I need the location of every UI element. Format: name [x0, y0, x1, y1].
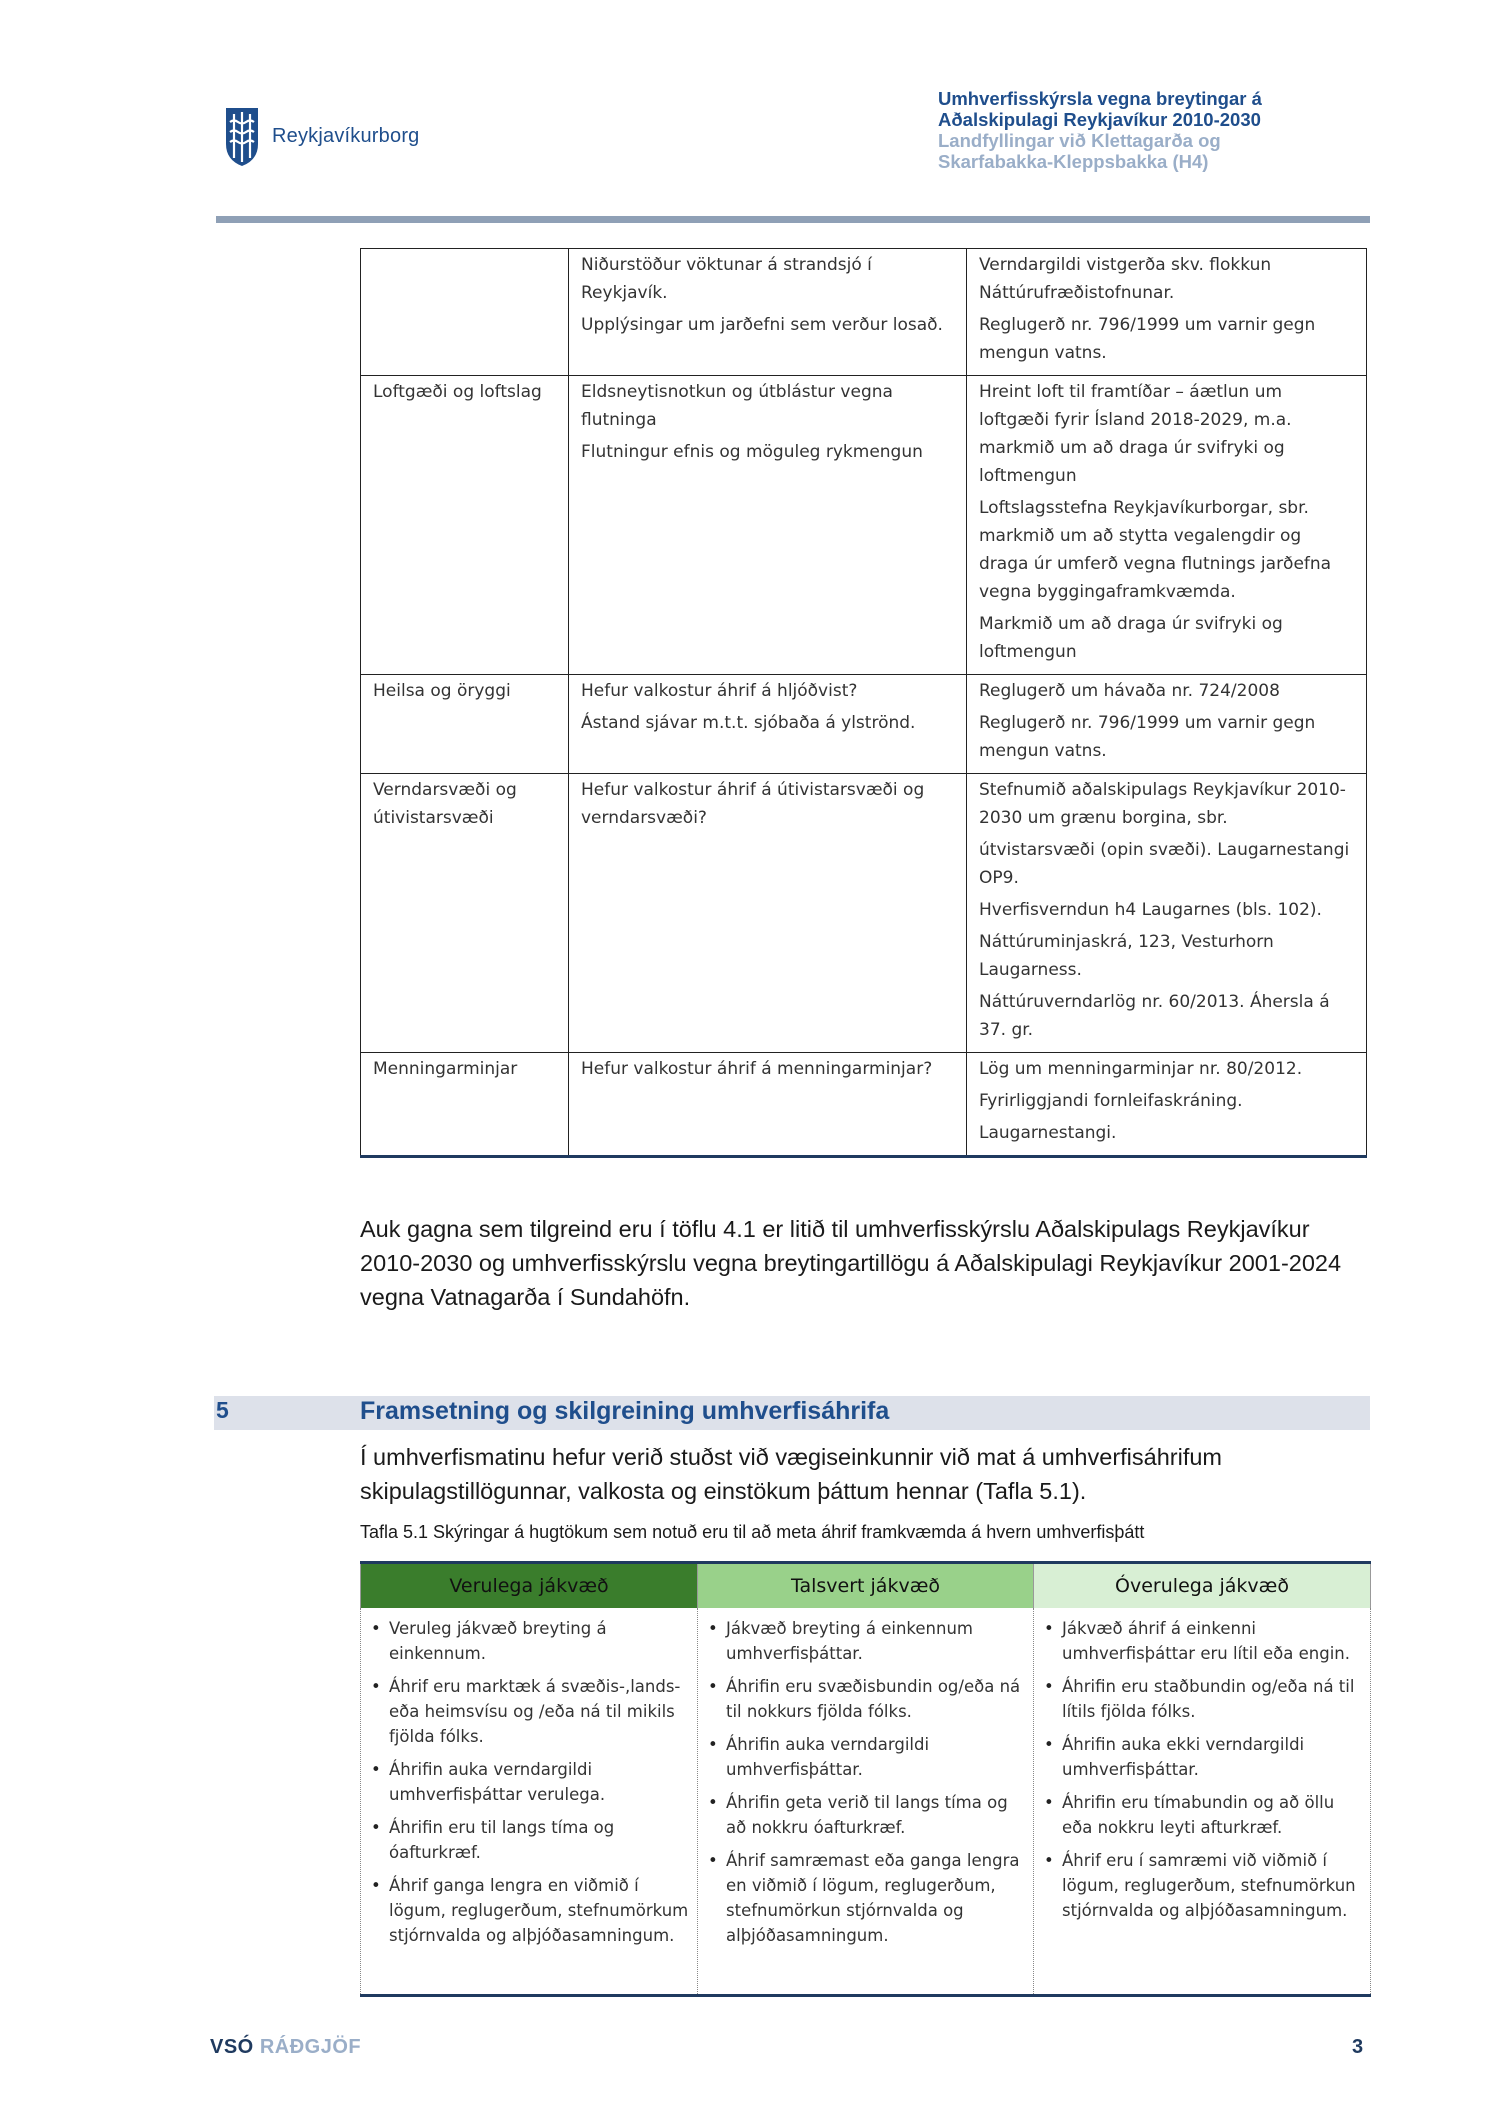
impact-definitions-table: [360, 1561, 1371, 1997]
criteria-text: Reglugerð nr. 796/1999 um varnir gegn mengun vatns.: [979, 713, 1316, 761]
factor-cell: [361, 249, 569, 376]
list-item: • Áhrifin auka ekki verndargildi umhverfisþáttar.: [1044, 1732, 1362, 1782]
questions-cell: [569, 774, 967, 1053]
body-paragraph: Auk gagna sem tilgreind eru í töflu 4.1 er litið til umhverfisskýrslu Aðalskipulags Reykjavíkur 2010-2030 og umhverfisskýrslu vegna breytingartillögu á Aðalskipulagi Reykjavíkur 2001-2024 vegna Vatnagarða í Sundahöfn.: [360, 1216, 1342, 1310]
list-item: • Áhrif samræmast eða ganga lengra en viðmið í lögum, reglugerðum, stefnumörkun stjórnvalda og alþjóðasamningum.: [708, 1848, 1025, 1948]
list-item: • Áhrifin auka verndargildi umhverfisþáttar.: [708, 1732, 1025, 1782]
questions-cell: [569, 675, 967, 774]
table-row: [361, 249, 1367, 376]
column-heading-very-positive: Verulega jákvæð: [361, 1563, 698, 1609]
criteria-cell: [967, 376, 1367, 675]
column-heading-slightly-positive: Óverulega jákvæð: [1034, 1563, 1371, 1609]
criteria-cell: [967, 675, 1367, 774]
list-item: • Jákvæð áhrif á einkenni umhverfisþáttar eru lítil eða engin.: [1044, 1616, 1362, 1666]
section-number: 5: [216, 1397, 229, 1423]
criteria-text: Náttúruverndarlög nr. 60/2013. Áhersla á 37. gr.: [979, 992, 1330, 1040]
table-row: [361, 675, 1367, 774]
questions-cell: [569, 249, 967, 376]
questions-cell: [569, 376, 967, 675]
criteria-text: útvistarsvæði (opin svæði). Laugarnestangi OP9.: [979, 840, 1350, 888]
list-item: • Áhrifin geta verið til langs tíma og að nokkru óafturkræf.: [708, 1790, 1025, 1840]
factor-cell: Heilsa og öryggi: [361, 675, 569, 774]
criteria-text: Verndargildi vistgerða skv. flokkun Náttúrufræðistofnunar.: [979, 255, 1272, 303]
table-row: [361, 1053, 1367, 1157]
section-paragraph: Í umhverfismatinu hefur verið stuðst við vægiseinkunnir við mat á umhverfisáhrifum skipulagstillögunnar, valkosta og einstökum þáttum hennar (Tafla 5.1).: [360, 1444, 1223, 1504]
criteria-text: Náttúruminjaskrá, 123, Vesturhorn Laugarness.: [979, 932, 1274, 980]
header-subtitle-line2: Skarfabakka-Kleppsbakka (H4): [938, 151, 1209, 172]
page-number: 3: [1352, 2036, 1364, 2058]
footer-brand-vso: VSÓ: [210, 2036, 254, 2058]
header-subtitle-line1: Landfyllingar við Klettagarða og: [938, 130, 1221, 151]
criteria-text: Hverfisverndun h4 Laugarnes (bls. 102).: [979, 900, 1322, 920]
document-header: [938, 88, 1338, 172]
list-item: • Veruleg jákvæð breyting á einkennum.: [371, 1616, 689, 1666]
question-text: Niðurstöður vöktunar á strandsjó í Reykjavík.: [581, 255, 872, 303]
criteria-cell: [967, 249, 1367, 376]
table-row: [361, 1608, 1371, 1996]
question-text: Eldsneytisnotkun og útblástur vegna flutninga: [581, 382, 893, 430]
environmental-criteria-table: [360, 248, 1367, 1158]
criteria-text: Reglugerð nr. 796/1999 um varnir gegn mengun vatns.: [979, 315, 1316, 363]
list-item: • Áhrif eru marktæk á svæðis-,lands- eða heimsvísu og /eða ná til mikils fjölda fólks.: [371, 1674, 689, 1749]
table-row: [361, 774, 1367, 1053]
criteria-text: Lög um menningarminjar nr. 80/2012.: [979, 1059, 1303, 1079]
list-item: • Áhrifin auka verndargildi umhverfisþáttar verulega.: [371, 1757, 689, 1807]
definition-cell: [698, 1608, 1034, 1996]
header-title-line2: Aðalskipulagi Reykjavíkur 2010-2030: [938, 109, 1261, 130]
header-divider: [216, 216, 1370, 223]
list-item: • Áhrifin eru tímabundin og að öllu eða nokkru leyti afturkræf.: [1044, 1790, 1362, 1840]
question-text: Ástand sjávar m.t.t. sjóbaða á ylströnd.: [581, 713, 916, 733]
list-item: • Áhrifin eru til langs tíma og óafturkræf.: [371, 1815, 689, 1865]
list-item: • Áhrif eru í samræmi við viðmið í lögum, reglugerðum, stefnumörkun stjórnvalda og alþjóðasamningum.: [1044, 1848, 1362, 1923]
criteria-text: Markmið um að draga úr svifryki og loftmengun: [979, 614, 1283, 662]
criteria-cell: [967, 1053, 1367, 1157]
criteria-text: Laugarnestangi.: [979, 1123, 1117, 1143]
question-text: Upplýsingar um jarðefni sem verður losað.: [581, 315, 943, 335]
header-title-line1: Umhverfisskýrsla vegna breytingar á: [938, 88, 1262, 109]
question-text: Hefur valkostur áhrif á menningarminjar?: [581, 1059, 933, 1079]
criteria-text: Stefnumið aðalskipulags Reykjavíkur 2010-2030 um grænu borgina, sbr.: [979, 780, 1346, 828]
factor-cell: Verndarsvæði og útivistarsvæði: [361, 774, 569, 1053]
factor-cell: Loftgæði og loftslag: [361, 376, 569, 675]
footer-brand: [210, 2036, 361, 2059]
question-text: Hefur valkostur áhrif á hljóðvist?: [581, 681, 858, 701]
criteria-cell: [967, 774, 1367, 1053]
list-item: • Jákvæð breyting á einkennum umhverfisþáttar.: [708, 1616, 1025, 1666]
table-caption: Tafla 5.1 Skýringar á hugtökum sem notuð eru til að meta áhrif framkvæmda á hvern umhverfisþátt: [360, 1522, 1145, 1542]
section-title: Framsetning og skilgreining umhverfisáhrifa: [360, 1397, 890, 1425]
list-item: • Áhrif ganga lengra en viðmið í lögum, reglugerðum, stefnumörkum stjórnvalda og alþjóðasamningum.: [371, 1873, 689, 1948]
table-header-row: [361, 1563, 1371, 1609]
criteria-text: Loftslagsstefna Reykjavíkurborgar, sbr. markmið um að stytta vegalengdir og draga úr umferð vegna flutnings jarðefna vegna byggingaframkvæmda.: [979, 498, 1332, 602]
table-row: [361, 376, 1367, 675]
criteria-text: Hreint loft til framtíðar – áætlun um loftgæði fyrir Ísland 2018-2029, m.a. markmið um að draga úr svifryki og loftmengun: [979, 382, 1292, 486]
list-item: • Áhrifin eru svæðisbundin og/eða ná til nokkurs fjölda fólks.: [708, 1674, 1025, 1724]
criteria-text: Reglugerð um hávaða nr. 724/2008: [979, 681, 1280, 701]
question-text: Hefur valkostur áhrif á útivistarsvæði og verndarsvæði?: [581, 780, 925, 828]
column-heading-considerably-positive: Talsvert jákvæð: [698, 1563, 1034, 1609]
reykjavik-logo: [222, 104, 452, 168]
criteria-text: Fyrirliggjandi fornleifaskráning.: [979, 1091, 1243, 1111]
factor-cell: Menningarminjar: [361, 1053, 569, 1157]
logo-text: Reykjavíkurborg: [272, 124, 420, 147]
question-text: Flutningur efnis og möguleg rykmengun: [581, 442, 923, 462]
definition-cell: [1034, 1608, 1371, 1996]
footer-brand-radgjof: RÁÐGJÖF: [259, 2036, 362, 2058]
questions-cell: [569, 1053, 967, 1157]
definition-cell: [361, 1608, 698, 1996]
list-item: • Áhrifin eru staðbundin og/eða ná til lítils fjölda fólks.: [1044, 1674, 1362, 1724]
reykjavik-crest-icon: [222, 104, 262, 168]
